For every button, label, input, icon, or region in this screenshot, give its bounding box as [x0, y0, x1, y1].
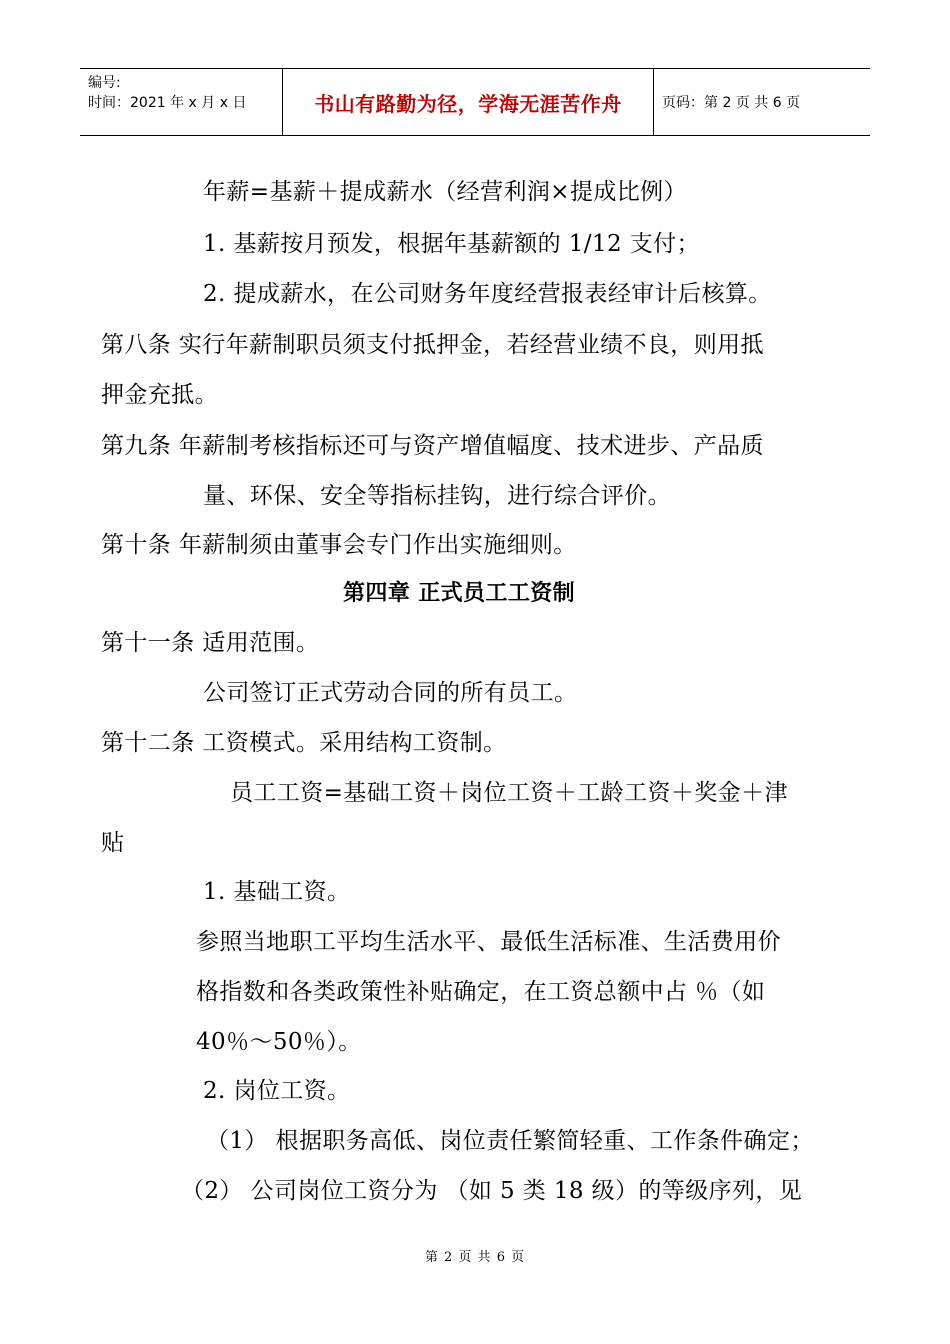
document-number-label: 编号: [88, 75, 121, 91]
page-header [80, 68, 870, 136]
article-11-scope: 公司签订正式劳动合同的所有员工。 [203, 680, 578, 706]
article-9-line-1: 第九条 年薪制考核指标还可与资产增值幅度、技术进步、产品质 [101, 433, 764, 459]
header-motto: 书山有路勤为径，学海无涯苦作舟 [282, 69, 654, 135]
basic-wage-desc-2: 格指数和各类政策性补贴确定，在工资总额中占 ％（如 [196, 979, 766, 1005]
list-item-base-salary: 1. 基薪按月预发，根据年基薪额的 1/12 支付； [203, 231, 700, 257]
article-10: 第十条 年薪制须由董事会专门作出实施细则。 [101, 532, 577, 558]
page-footer: 第 2 页 共 6 页 [424, 1250, 526, 1265]
basic-wage-desc-3: 40％～50％）。 [196, 1029, 362, 1055]
article-9-line-2: 量、环保、安全等指标挂钩，进行综合评价。 [203, 483, 671, 509]
list-item-commission: 2. 提成薪水，在公司财务年度经营报表经审计后核算。 [203, 281, 772, 307]
article-8-line-1: 第八条 实行年薪制职员须支付抵押金，若经营业绩不良，则用抵 [101, 332, 764, 358]
header-meta [80, 69, 282, 135]
formula-employee-salary-end: 贴 [101, 830, 125, 856]
list-item-basic-wage: 1. 基础工资。 [203, 879, 351, 905]
chapter-heading: 第四章 正式员工工资制 [343, 581, 576, 606]
position-wage-item-1: （1） 根据职务高低、岗位责任繁简轻重、工作条件确定； [206, 1128, 814, 1154]
basic-wage-desc-1: 参照当地职工平均生活水平、最低生活标准、生活费用价 [196, 929, 781, 955]
formula-employee-salary: 员工工资=基础工资＋岗位工资＋工龄工资＋奖金＋津 [230, 780, 788, 806]
formula-annual-salary: 年薪=基薪＋提成薪水（经营利润×提成比例） [203, 179, 687, 205]
position-wage-item-2: （2） 公司岗位工资分为 （如 5 类 18 级）的等级序列，见 [181, 1178, 803, 1204]
list-item-position-wage: 2. 岗位工资。 [203, 1078, 351, 1104]
article-11: 第十一条 适用范围。 [101, 630, 320, 656]
header-page-info: 页码：第 2 页 共 6 页 [662, 95, 801, 111]
article-8-line-2: 押金充抵。 [101, 382, 218, 408]
document-date: 时间：2021 年 x 月 x 日 [88, 95, 247, 111]
article-12: 第十二条 工资模式。采用结构工资制。 [101, 730, 507, 756]
